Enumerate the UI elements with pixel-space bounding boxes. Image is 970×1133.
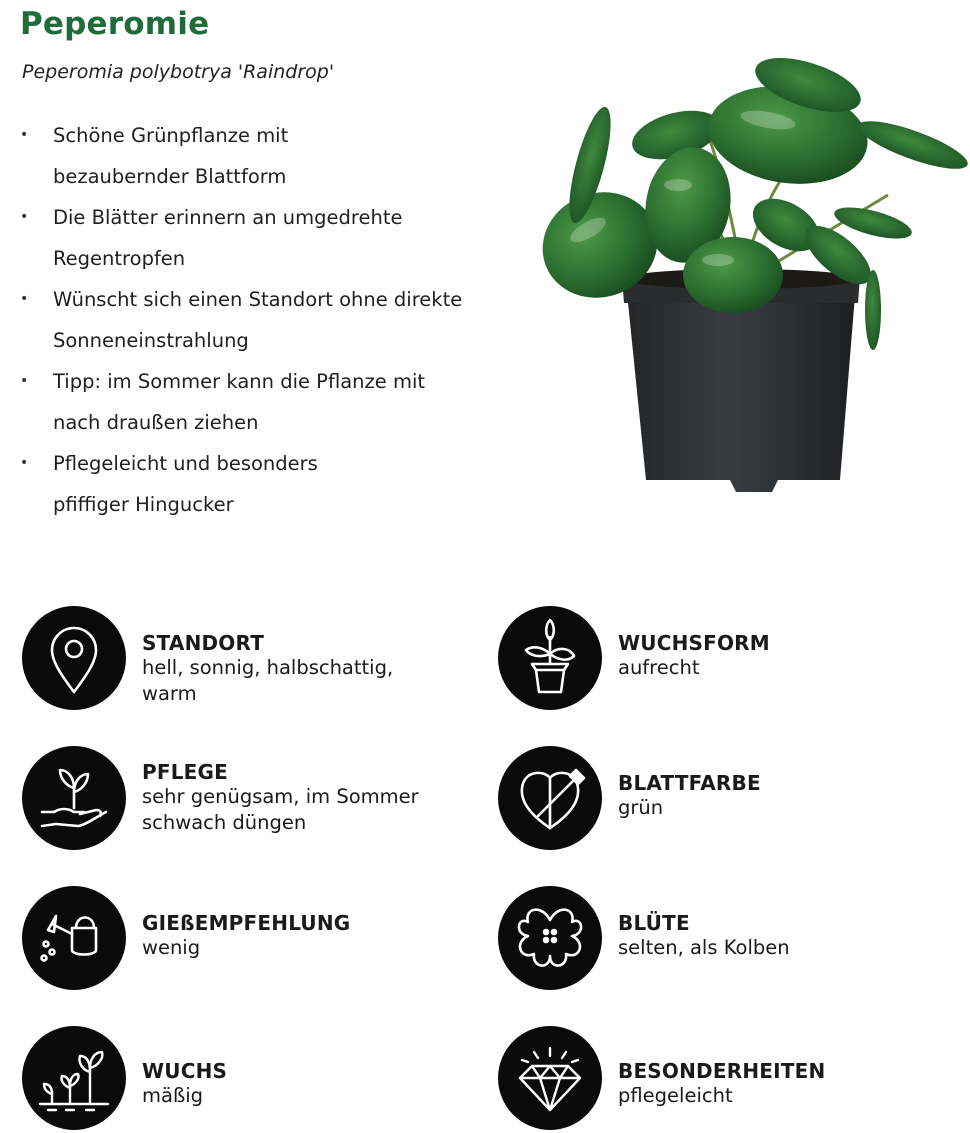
feature-value: wenig	[142, 936, 201, 959]
feature-value: selten, als Kolben	[618, 936, 790, 959]
feature-value: mäßig	[142, 1084, 204, 1107]
bullet-item: • Pflegeleicht und besonders pfiffiger Hingucker	[20, 443, 480, 525]
feature-label: WUCHS	[142, 1059, 228, 1083]
flower-icon	[498, 886, 602, 990]
feature-label: PFLEGE	[142, 760, 229, 784]
bullet-item: • Schöne Grünpflanze mit bezaubernder Blattform	[20, 115, 480, 197]
feature-bluete	[498, 886, 918, 992]
feature-label: BLATTFARBE	[618, 771, 761, 795]
feature-besonderheiten	[498, 1026, 918, 1132]
feature-label: GIEßEMPFEHLUNG	[142, 911, 351, 935]
feature-wuchs	[22, 1026, 442, 1132]
diamond-icon	[498, 1026, 602, 1130]
feature-value: schwach düngen	[142, 811, 307, 834]
feature-value: grün	[618, 796, 664, 819]
feature-giessempfehlung	[22, 886, 442, 992]
watering-can-icon	[22, 886, 126, 990]
feature-blattfarbe	[498, 746, 918, 852]
botanical-name: Peperomia polybotrya 'Raindrop'	[22, 61, 335, 83]
feature-label: WUCHSFORM	[618, 631, 770, 655]
bullet-item: • Tipp: im Sommer kann die Pflanze mit nach draußen ziehen	[20, 361, 480, 443]
feature-wuchsform	[498, 606, 918, 712]
feature-value: hell, sonnig, halbschattig, warm	[142, 656, 394, 705]
feature-label: STANDORT	[142, 631, 265, 655]
leaf-brush-icon	[498, 746, 602, 850]
bullet-item: • Wünscht sich einen Standort ohne direkte Sonneneinstrahlung	[20, 279, 480, 361]
feature-value: aufrecht	[618, 656, 700, 679]
bullet-item: • Die Blätter erinnern an umgedrehte Regentropfen	[20, 197, 480, 279]
feature-label: BESONDERHEITEN	[618, 1059, 826, 1083]
feature-value: sehr genügsam, im Sommer	[142, 785, 419, 808]
plant-photo	[518, 55, 970, 500]
feature-bullet-list	[20, 115, 480, 525]
hand-seedling-icon	[22, 746, 126, 850]
location-pin-icon	[22, 606, 126, 710]
growth-seedlings-icon	[22, 1026, 126, 1130]
page-title: Peperomie	[20, 6, 210, 42]
potted-plant-icon	[498, 606, 602, 710]
feature-pflege	[22, 746, 442, 852]
feature-label: BLÜTE	[618, 911, 690, 935]
feature-standort	[22, 606, 442, 712]
feature-value: pflegeleicht	[618, 1084, 733, 1107]
